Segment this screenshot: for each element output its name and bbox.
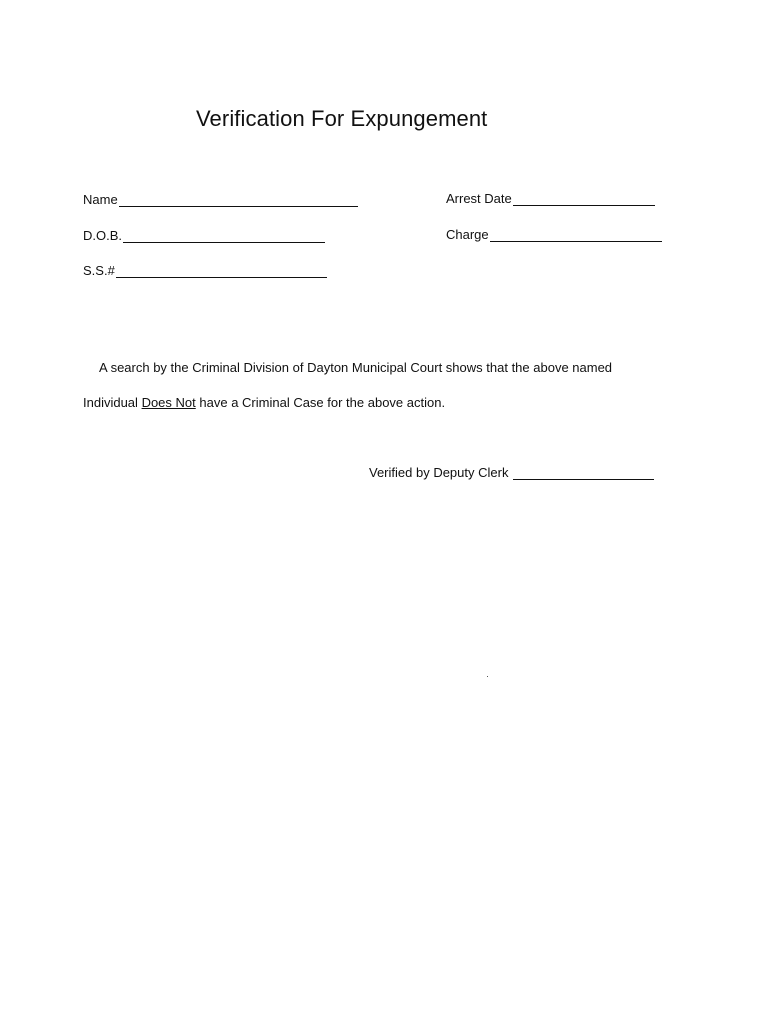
verified-by-field <box>369 462 654 480</box>
ss-blank-line <box>116 264 327 278</box>
dob-blank-line <box>123 229 325 243</box>
name-blank-line <box>119 193 358 207</box>
dob-field <box>83 225 325 243</box>
statement-line-2-end: have a Criminal Case for the above action. <box>199 395 446 410</box>
scan-speck <box>487 676 488 677</box>
arrest-date-blank-line <box>513 192 655 206</box>
charge-field <box>446 224 662 242</box>
name-field <box>83 189 358 207</box>
signature-blank-line <box>513 466 654 480</box>
dob-label: D.O.B. <box>83 228 123 243</box>
ss-field <box>83 260 327 278</box>
does-not-emphasis: Does Not <box>141 395 196 410</box>
statement-line-2 <box>83 395 445 410</box>
verified-by-label: Verified by Deputy Clerk <box>369 465 509 480</box>
name-label: Name <box>83 192 118 207</box>
statement-line-1: A search by the Criminal Division of Dayton Municipal Court shows that the above named <box>99 360 613 375</box>
ss-label: S.S.# <box>83 263 115 278</box>
arrest-date-label: Arrest Date <box>446 191 512 206</box>
statement-line-2-start: Individual <box>83 395 138 410</box>
document-title: Verification For Expungement <box>196 106 488 131</box>
charge-label: Charge <box>446 227 489 242</box>
charge-blank-line <box>490 228 662 242</box>
arrest-date-field <box>446 188 655 206</box>
